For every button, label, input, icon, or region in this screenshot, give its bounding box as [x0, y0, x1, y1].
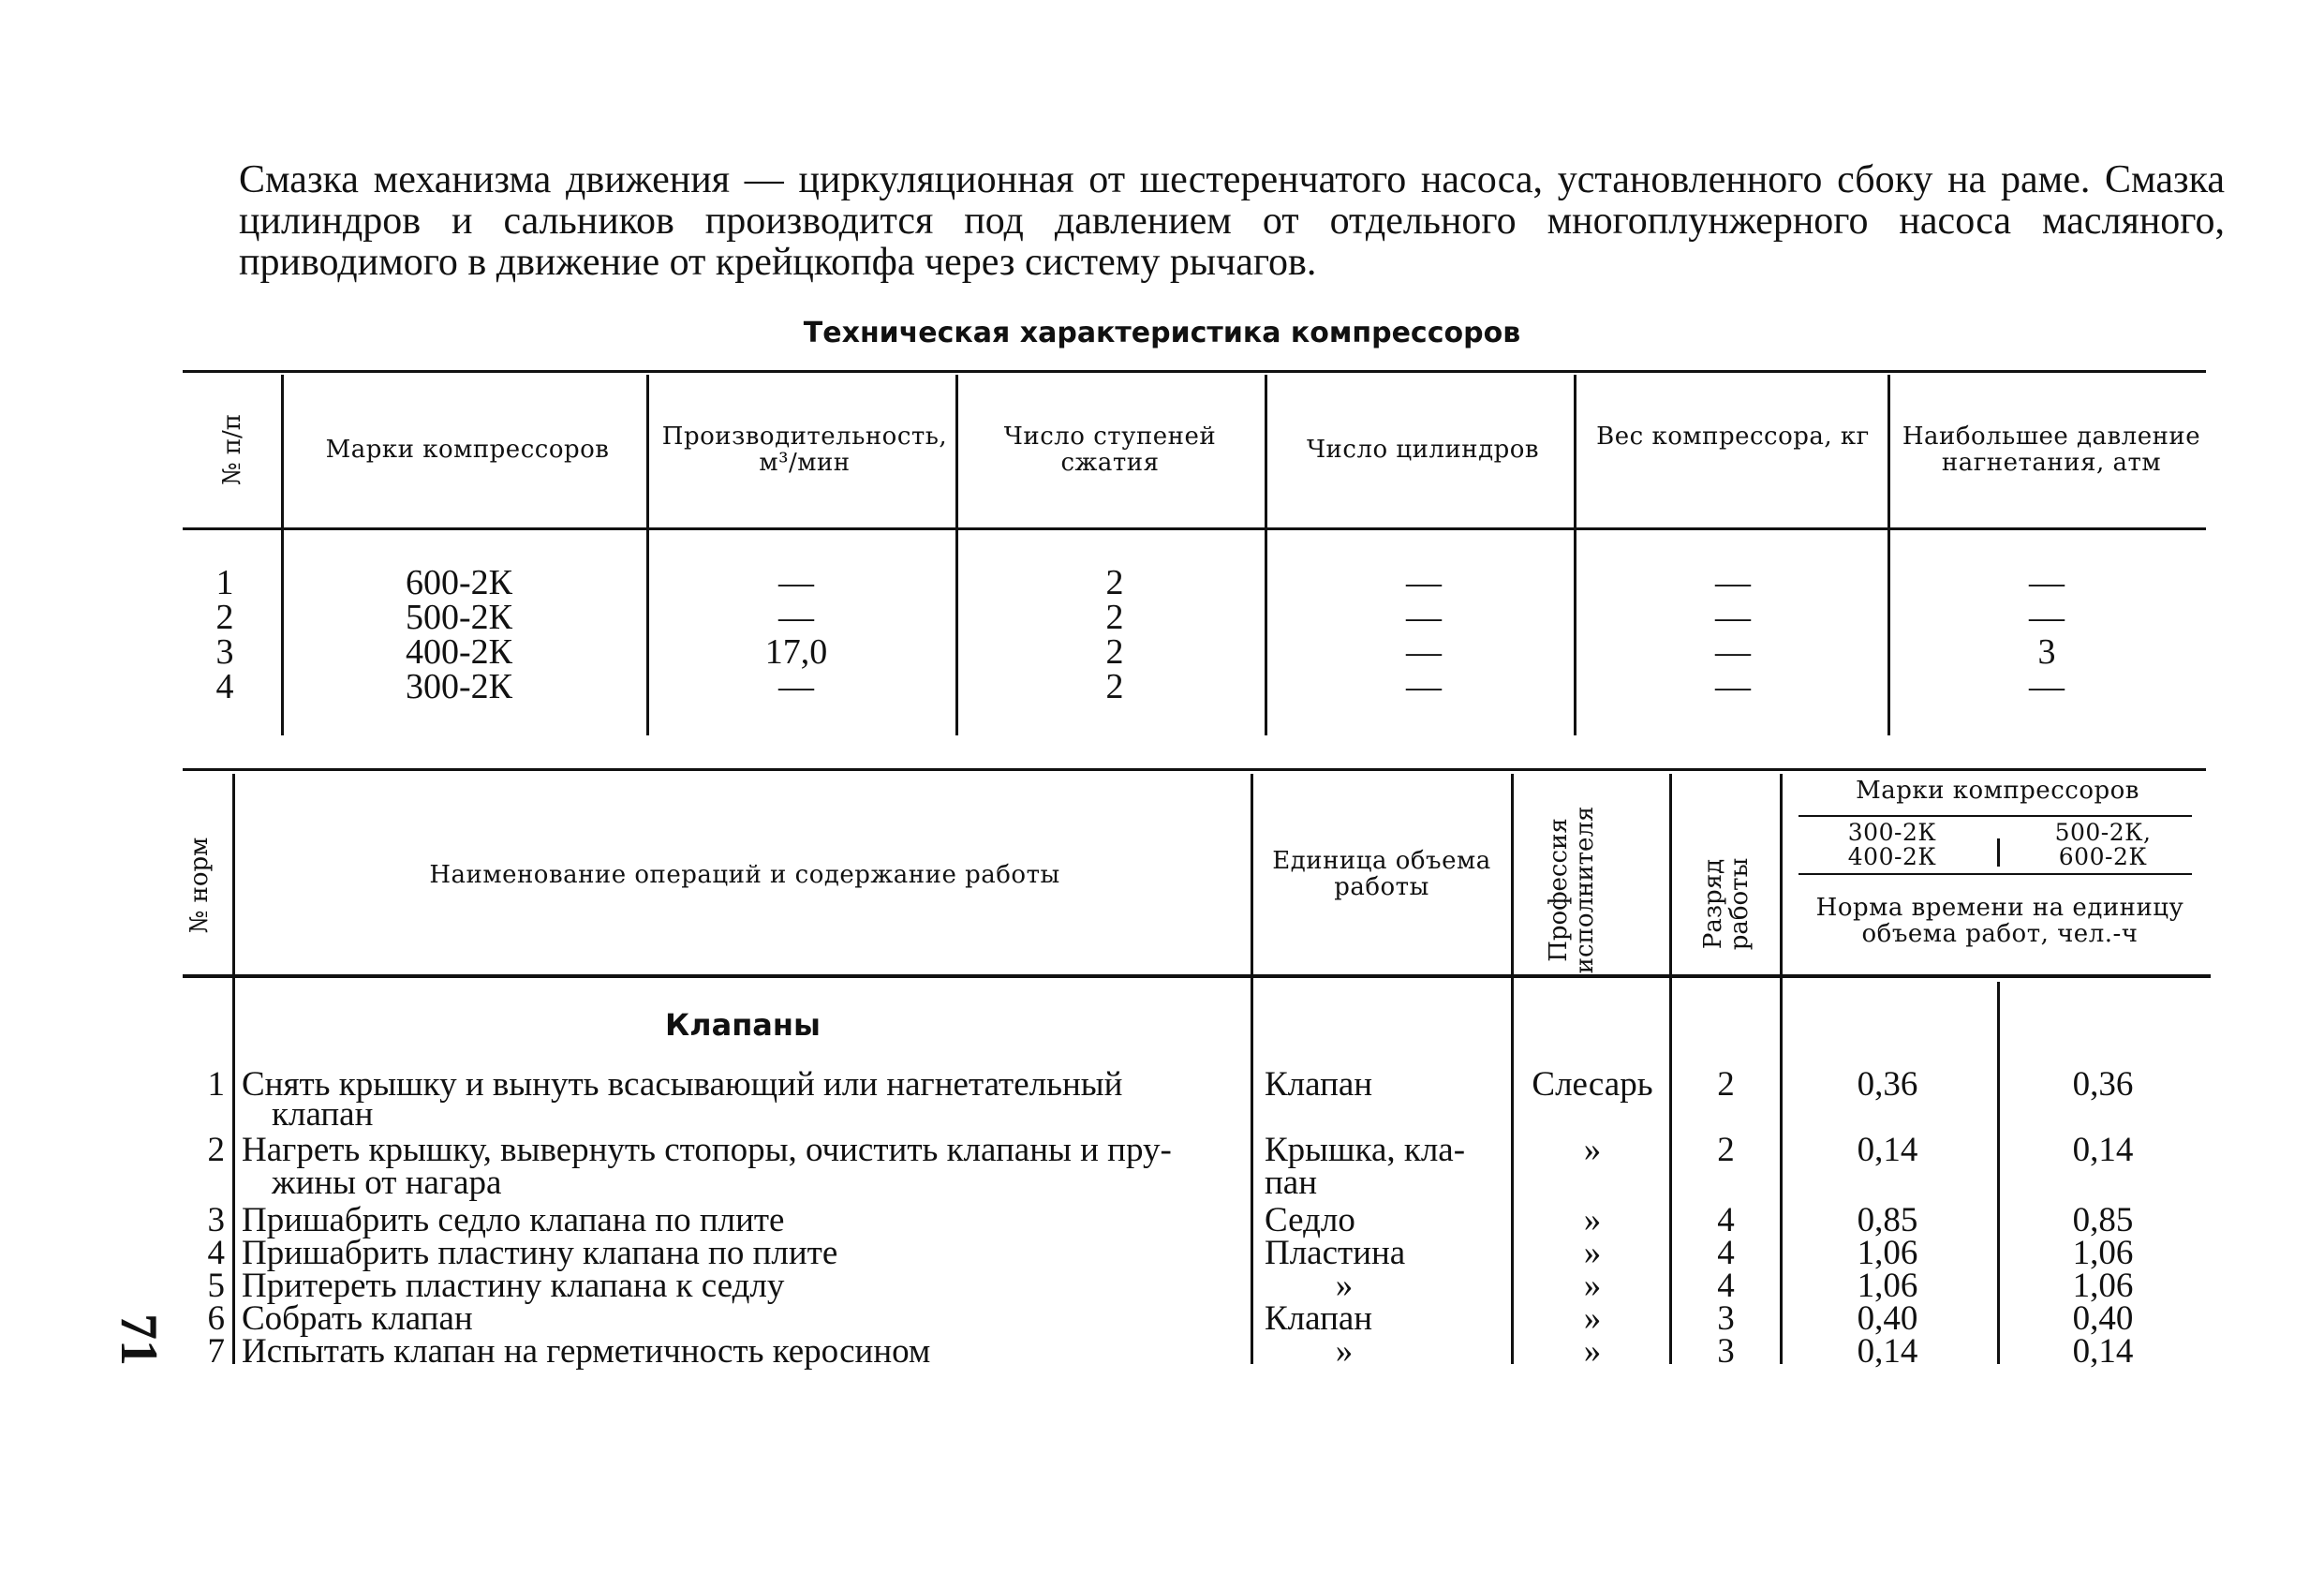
t1-col-weight [1667, 563, 1799, 706]
intro-text: Смазка механизма движения — циркуляционная от шестеренчатого насоса, установленного сбоку на раме. Смазка цилиндров и сальников производится под давлением от отдельного многоплунжерного насоса масляного, приводимого в движение от крейцкопфа через систему рычагов. [239, 158, 2225, 284]
t1-divider [1265, 375, 1267, 735]
t1-col-num [197, 563, 253, 706]
table1-header-rule [183, 527, 2206, 530]
table2-header-rule [183, 974, 2211, 978]
t2-norm-b: 1,06 [2072, 1234, 2134, 1272]
t2-norm-a: 1,06 [1857, 1267, 1918, 1305]
t1-cell: 2 [1105, 563, 1124, 602]
t2-header-num: № норм [185, 837, 214, 934]
t2-brand-b-line2: 600-2К [2058, 843, 2148, 870]
t2-num: 7 [207, 1332, 225, 1371]
t2-brand-a-line2: 400-2К [1847, 843, 1937, 870]
t2-op: Собрать клапан [242, 1299, 473, 1338]
t2-prof: » [1583, 1234, 1602, 1272]
t1-header-capacity: Производительность, м³/мин [661, 423, 948, 477]
t2-section-title: Клапаны [665, 1007, 821, 1043]
t1-cell: — [2029, 563, 2065, 602]
t2-op: Нагреть крышку, вывернуть стопоры, очистить клапаны и пру- [242, 1131, 1172, 1169]
t2-grade: 3 [1717, 1299, 1735, 1338]
t1-cell: 3 [215, 632, 234, 672]
t1-divider [1887, 375, 1890, 735]
t1-cell: 4 [215, 667, 234, 706]
t2-divider [1511, 774, 1514, 1364]
t2-norm-b: 1,06 [2072, 1267, 2134, 1305]
t2-prof: » [1583, 1299, 1602, 1338]
t1-cell: 17,0 [764, 632, 828, 672]
t2-op: Снять крышку и вынуть всасывающий или нагнетательный [242, 1065, 1123, 1104]
t1-cell: — [1406, 632, 1442, 672]
t2-header-operation: Наименование операций и содержание работы [429, 861, 1060, 889]
t2-unit: Клапан [1265, 1299, 1373, 1338]
t1-cell: 3 [2037, 632, 2056, 672]
t1-cell: — [778, 667, 814, 706]
t1-cell: 2 [1105, 598, 1124, 637]
t2-norm-a: 0,14 [1857, 1332, 1918, 1371]
t2-header-brand-a [1799, 821, 1986, 869]
t2-norm-a: 1,06 [1857, 1234, 1918, 1272]
t2-num: 6 [207, 1299, 225, 1338]
t1-cell: — [1715, 667, 1751, 706]
t2-unit: Крышка, кла- [1265, 1131, 1466, 1169]
t2-prof: Слесарь [1532, 1065, 1653, 1104]
t2-header-unit: Единица объема работы [1272, 847, 1491, 901]
t1-cell: — [1406, 667, 1442, 706]
t2-op-cont: жины от нагара [272, 1164, 502, 1202]
t2-num: 2 [207, 1131, 225, 1169]
t2-norm-b: 0,14 [2072, 1332, 2134, 1371]
t2-divider [1669, 774, 1672, 1364]
t2-unit: » [1335, 1332, 1354, 1371]
t2-divider [1997, 982, 2000, 1364]
t1-cell: 2 [1105, 632, 1124, 672]
t1-cell: 400-2К [406, 632, 512, 672]
t2-num: 5 [207, 1267, 225, 1305]
t1-header-cylinders: Число цилиндров [1306, 436, 1540, 464]
intro-paragraph [239, 159, 2225, 283]
t2-unit: Клапан [1265, 1065, 1373, 1104]
t1-cell: — [1406, 598, 1442, 637]
t2-op: Притереть пластину клапана к седлу [242, 1267, 785, 1305]
t2-norm-a: 0,36 [1857, 1065, 1918, 1104]
t1-header-weight: Вес компрессора, кг [1596, 423, 1870, 451]
t1-col-stages [1058, 563, 1171, 706]
t2-unit: Седло [1265, 1201, 1355, 1239]
t1-cell: — [2029, 598, 2065, 637]
t2-header-profession: Профессия исполнителя [1545, 806, 1599, 974]
t2-num: 1 [207, 1065, 225, 1104]
t2-divider [1780, 774, 1783, 1364]
t2-unit: » [1335, 1267, 1354, 1305]
t2-divider [232, 774, 235, 1364]
t2-op: Испытать клапан на герметичность керосином [242, 1332, 931, 1371]
t1-col-capacity [712, 563, 881, 706]
t1-divider [955, 375, 958, 735]
t1-divider [646, 375, 649, 735]
t2-prof: » [1583, 1201, 1602, 1239]
t2-norm-b: 0,40 [2072, 1299, 2134, 1338]
t2-grade: 4 [1717, 1201, 1735, 1239]
t2-brand-b-line1: 500-2К, [2054, 819, 2152, 846]
t2-grade: 3 [1717, 1332, 1735, 1371]
t2-header-norm: Норма времени на единицу объема работ, чел.-ч [1815, 894, 2184, 948]
t2-header-brands: Марки компрессоров [1856, 777, 2139, 805]
page-number: 71 [110, 1313, 168, 1366]
t2-unit-cont: пан [1265, 1164, 1318, 1202]
t2-op: Пришабрить пластину клапана по плите [242, 1234, 838, 1272]
t1-cell: — [1715, 563, 1751, 602]
t2-prof: » [1583, 1332, 1602, 1371]
table1-caption: Техническая характеристика компрессоров [803, 317, 1521, 349]
t1-divider [1574, 375, 1576, 735]
t2-brands-rule [1799, 815, 2192, 817]
t2-unit: Пластина [1265, 1234, 1406, 1272]
t2-grade: 2 [1717, 1131, 1735, 1169]
t2-prof: » [1583, 1267, 1602, 1305]
t2-op: Пришабрить седло клапана по плите [242, 1201, 785, 1239]
t2-brands-rule [1799, 873, 2192, 875]
t1-cell: 2 [1105, 667, 1124, 706]
t2-norm-b: 0,14 [2072, 1131, 2134, 1169]
t2-brand-divider [1997, 838, 2000, 867]
t2-num: 4 [207, 1234, 225, 1272]
t2-norm-a: 0,14 [1857, 1131, 1918, 1169]
t1-cell: — [1406, 563, 1442, 602]
t1-header-brand: Марки компрессоров [325, 436, 610, 464]
t2-header-grade: Разряд работы [1699, 857, 1754, 951]
t1-cell: — [1715, 632, 1751, 672]
t1-cell: — [2029, 667, 2065, 706]
t1-header-num: № п/п [218, 413, 246, 486]
t1-cell: — [778, 563, 814, 602]
t2-num: 3 [207, 1201, 225, 1239]
t2-norm-a: 0,85 [1857, 1201, 1918, 1239]
t2-grade: 2 [1717, 1065, 1735, 1104]
t1-col-cylinders [1358, 563, 1489, 706]
t2-norm-b: 0,85 [2072, 1201, 2134, 1239]
t1-header-stages: Число ступеней сжатия [1003, 423, 1217, 477]
t1-divider [281, 375, 284, 735]
t1-cell: — [1715, 598, 1751, 637]
table1-top-rule [183, 370, 2206, 373]
t1-cell: 300-2К [406, 667, 512, 706]
t1-col-brand [337, 563, 581, 706]
t2-norm-b: 0,36 [2072, 1065, 2134, 1104]
t1-header-pressure: Наибольшее давление нагнетания, атм [1902, 423, 2201, 477]
t1-cell: 600-2К [406, 563, 512, 602]
t1-cell: 1 [215, 563, 234, 602]
t2-header-brand-b [2009, 821, 2197, 869]
t1-cell: 500-2К [406, 598, 512, 637]
t2-norm-a: 0,40 [1857, 1299, 1918, 1338]
t1-cell: — [778, 598, 814, 637]
t1-col-pressure [1986, 563, 2108, 706]
t2-prof: » [1583, 1131, 1602, 1169]
t2-op-cont: клапан [272, 1095, 374, 1134]
t2-grade: 4 [1717, 1267, 1735, 1305]
t2-grade: 4 [1717, 1234, 1735, 1272]
t1-cell: 2 [215, 598, 234, 637]
table2-top-rule [183, 768, 2206, 771]
t2-brand-a-line1: 300-2К [1847, 819, 1937, 846]
